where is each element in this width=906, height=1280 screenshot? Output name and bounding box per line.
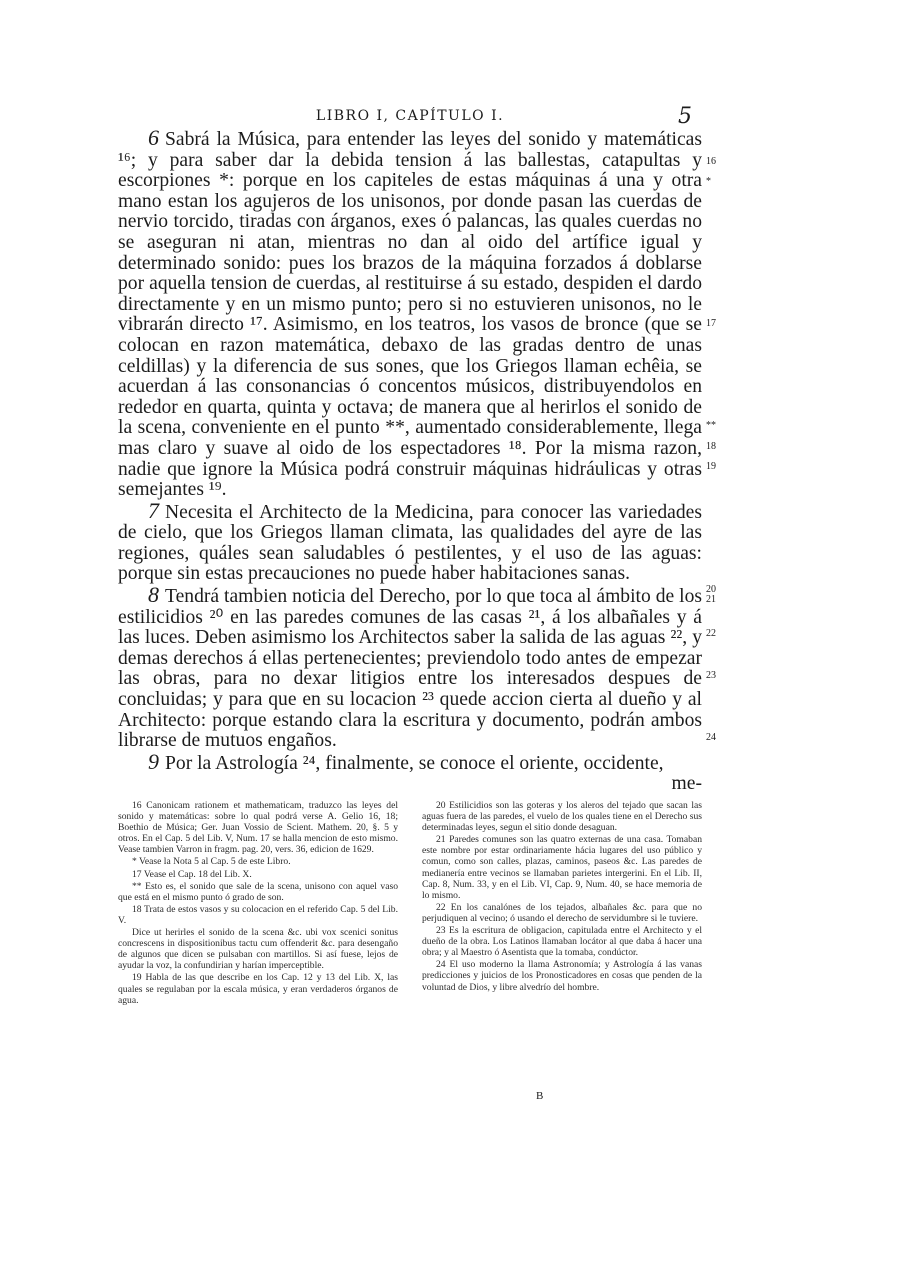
main-text xyxy=(118,125,702,795)
margin-note: 19 xyxy=(706,461,716,472)
footnote: 19 Habla de las que describe en los Cap. 12 y 13 del Lib. X, las quales se regulaban por la escala música, y eran verdaderos órganos de agua. xyxy=(118,972,398,1006)
footnote: 17 Vease el Cap. 18 del Lib. X. xyxy=(132,868,252,880)
paragraph-number: 9 xyxy=(148,748,159,774)
paragraph-number: 8 xyxy=(148,582,159,608)
paragraph-7 xyxy=(118,497,702,585)
paragraph-text: Tendrá tambien noticia del Derecho, por lo que toca al ámbito de los estilicidios ²⁰ en las paredes comunes de las casas ²¹, á los albañales y á las luces. Deben asimismo los Architectos saber la salida de las aguas ²², y demas derechos á ellas pertenecientes; previendolo todo antes de empezar las obras, para no dexar litigios entre los interesados despues de concluidas; y para que en su locacion ²³ quede accion cierta al dueño y al Architecto: porque estando clara la escritura y documento, podrán ambos librarse de mutuos engaños. xyxy=(118,586,702,752)
footnote: Dice ut herirles el sonido de la scena &c. ubi vox scenici sonitus concrescens in dispositionibus tactu cum offenderit &c. para desengaño de algunos que dicen se pulsaban con martillos. Si así fuese, lejos de ayudar la voz, la confundirian y harían imperceptible. xyxy=(118,927,398,972)
margin-note: ** xyxy=(706,420,716,431)
margin-note: 23 xyxy=(706,670,716,681)
paragraph-text: Por la Astrología ²⁴, finalmente, se conoce el oriente, occidente, xyxy=(165,752,664,774)
margin-note: 24 xyxy=(706,732,716,743)
page-number: 5 xyxy=(678,104,692,129)
footnote: 20 Estilicidios son las goteras y los aleros del tejado que sacan las aguas fuera de las paredes, el vuelo de los quales tiene en el Derecho sus determinadas leyes, segun el sitio donde desaguan. xyxy=(422,800,702,834)
footnote-column-right xyxy=(422,800,702,994)
margin-note: 17 xyxy=(706,318,716,329)
footnote: * Vease la Nota 5 al Cap. 5 de este Libro. xyxy=(132,856,291,868)
margin-note: 16 xyxy=(706,156,716,167)
running-head: LIBRO I, CAPÍTULO I. xyxy=(315,108,505,124)
margin-note: 22 xyxy=(706,628,716,639)
page-header xyxy=(120,104,700,128)
footnote: ** Esto es, el sonido que sale de la scena, unisono con aquel vaso que está en el mismo punto ó grado de son. xyxy=(118,880,398,903)
paragraph-number: 6 xyxy=(148,125,159,150)
paragraph-number: 7 xyxy=(148,497,159,523)
catchword: me- xyxy=(671,773,702,795)
footnote: 22 En los canalónes de los tejados, albañales &c. para que no perjudiquen al vecino; ó usando el derecho de servidumbre si le tuviere. xyxy=(422,901,702,924)
signature-mark: B xyxy=(536,1090,544,1102)
paragraph-8 xyxy=(118,582,702,752)
paragraph-9 xyxy=(118,748,702,775)
footnote: 18 Trata de estos vasos y su colocacion en el referido Cap. 5 del Lib. V. xyxy=(118,903,398,926)
footnote: 24 El uso moderno la llama Astronomía; y Astrología á las vanas predicciones y juicios de los Pronosticadores en cosas que penden de la voluntad de Dios, y libre alvedrío del hombre. xyxy=(422,959,702,993)
margin-note: 18 xyxy=(706,441,716,452)
footnote-column-left xyxy=(118,800,398,1007)
paragraph-6 xyxy=(118,125,702,501)
paragraph-text: Sabrá la Música, para entender las leyes del sonido y matemáticas ¹⁶; y para saber dar la debida tension á las ballestas, catapultas y escorpiones *: porque en los capiteles de estas máquinas á una y otra mano estan los agujeros de los unisonos, por donde pasan las cuerdas de nervio torcido, tiradas con árganos, exes ó palancas, las quales cuerdas no se aseguran ni atan, mientras no dan al oido del artífice igual y determinado sonido: pues los brazos de la máquina forzados á doblarse por aquella tension de cuerdas, al restituirse á su estado, despiden el dardo directamente y en un mismo punto; pero si no estuvieren unisonos, no le vibrarán directo ¹⁷. Asimismo, en los teatros, los vasos de bronce (que se colocan en razon matemática, debaxo de las gradas dentro de unas celdillas) y la diferencia de sus sones, que los Griegos llaman echêia, se acuerdan á las consonancias ó concentos músicos, distribuyendolos en rededor en quarta, quinta y octava; de manera que al herirlos el sonido de la scena, conveniente en el punto **, aumentado considerablemente, llega mas claro y suave al oido de los espectadores ¹⁸. Por la misma razon, nadie que ignore la Música podrá construir máquinas hidráulicas y otras semejantes ¹⁹. xyxy=(118,129,702,501)
margin-note: 20 xyxy=(706,584,716,595)
footnote: 16 Canonicam rationem et mathematicam, traduzco las leyes del sonido y matemáticas: sobre lo qual podrá verse A. Gelio 16, 18; Boethio de Música; Ger. Juan Vossio de Scient. Mathem. 20, §. 5 y otros. En el Cap. 5 del Lib. V, Num. 17 se halla mencion de esto mismo. Vease tambien Varron in fragm. pag. 20, vers. 36, edicion de 1629. xyxy=(118,800,398,856)
paragraph-text: Necesita el Architecto de la Medicina, para conocer las variedades de cielo, que los Griegos llaman climata, las qualidades del ayre de las regiones, quáles sean saludables ó pestilentes, y el uso de las aguas: porque sin estas precauciones no puede haber habitaciones sanas. xyxy=(118,501,702,585)
margin-note: 21 xyxy=(706,594,716,605)
footnote: 23 Es la escritura de obligacion, capitulada entre el Architecto y el dueño de la obra. Los Latinos llamaban locátor al que daba á hacer una obra; y al Maestro ó Asentista que la tomaba, condúctor. xyxy=(422,925,702,959)
margin-note: * xyxy=(706,176,711,187)
footnote: 21 Paredes comunes son las quatro externas de una casa. Tomaban este nombre por estar ordinariamente hácia lugares del uso público y comun, como son calles, plazas, caminos, paseos &c. Las paredes de medianería entre vecinos se llamaban parietes intergerini. En el Lib. II, Cap. 8, Num. 33, y en el Lib. VI, Cap. 9, Num. 40, se hace memoria de lo mismo. xyxy=(422,834,702,901)
